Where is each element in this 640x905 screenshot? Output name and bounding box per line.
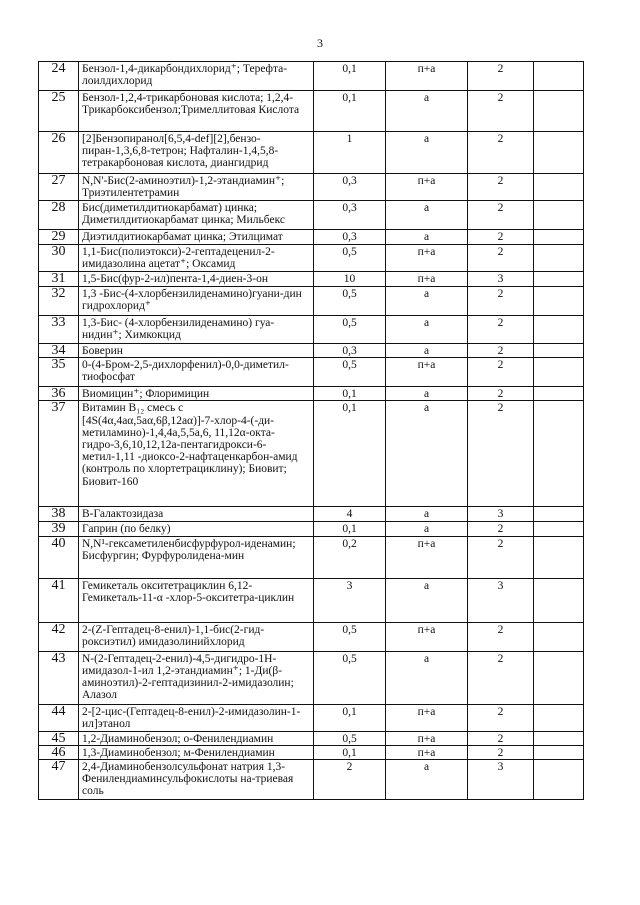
table-row	[39, 132, 584, 174]
concentration-value-cell: 0,5	[314, 316, 386, 344]
aggregate-state-cell: а	[386, 132, 468, 174]
aggregate-state-cell: а	[386, 287, 468, 316]
substance-name-cell: 1,3-Диаминобензол; м-Фенилендиамин	[79, 745, 314, 759]
row-number-cell: 28	[39, 201, 79, 230]
table-row	[39, 174, 584, 201]
empty-cell	[534, 622, 584, 651]
aggregate-state-cell: п+а	[386, 358, 468, 387]
substance-name-cell: Гаприн (по белку)	[79, 521, 314, 536]
substance-name-cell: N,N¹-гексаметиленбисфурфурол-иденамин; Бисфургин; Фурфуролидена-мин	[79, 536, 314, 578]
hazard-class-cell: 2	[468, 401, 534, 507]
row-number-cell: 46	[39, 745, 79, 759]
aggregate-state-cell: а	[386, 91, 468, 132]
concentration-value-cell: 0,1	[314, 91, 386, 132]
aggregate-state-cell: п+а	[386, 745, 468, 759]
concentration-value-cell: 3	[314, 578, 386, 622]
aggregate-state-cell: а	[386, 507, 468, 521]
empty-cell	[534, 578, 584, 622]
hazard-class-cell: 2	[468, 651, 534, 704]
table-row	[39, 272, 584, 287]
concentration-value-cell: 0,5	[314, 287, 386, 316]
empty-cell	[534, 316, 584, 344]
substance-name-cell: В-Галактозидаза	[79, 507, 314, 521]
substance-name-cell: [2]Бензопиранол[6,5,4-def][2],бензо-пиран-1,3,6,8-тетрон; Нафталин-1,4,5,8-тетракарбоновая кислота, диангидрид	[79, 132, 314, 174]
table-row	[39, 287, 584, 316]
hazard-class-cell: 2	[468, 387, 534, 401]
empty-cell	[534, 344, 584, 358]
row-number-cell: 44	[39, 704, 79, 731]
aggregate-state-cell: а	[386, 201, 468, 230]
empty-cell	[534, 521, 584, 536]
aggregate-state-cell: п+а	[386, 245, 468, 272]
hazard-class-cell: 2	[468, 521, 534, 536]
table-row	[39, 760, 584, 800]
row-number-cell: 39	[39, 521, 79, 536]
concentration-value-cell: 0,1	[314, 704, 386, 731]
row-number-cell: 31	[39, 272, 79, 287]
concentration-value-cell: 2	[314, 760, 386, 800]
substance-name-cell: 1,5-Бис(фур-2-ил)пента-1,4-диен-3-он	[79, 272, 314, 287]
table-row	[39, 316, 584, 344]
concentration-value-cell: 0,5	[314, 358, 386, 387]
page-number: 3	[317, 36, 323, 50]
concentration-value-cell: 0,1	[314, 62, 386, 91]
table-row	[39, 401, 584, 507]
empty-cell	[534, 401, 584, 507]
hazard-class-cell: 2	[468, 201, 534, 230]
empty-cell	[534, 507, 584, 521]
substance-name-cell: 2,4-Диаминобензолсульфонат натрия 1,3-Фенилендиаминсульфокислоты на-триевая соль	[79, 760, 314, 800]
substance-name-cell: 1,2-Диаминобензол; о-Фенилендиамин	[79, 731, 314, 745]
hazard-class-cell: 3	[468, 272, 534, 287]
row-number-cell: 25	[39, 91, 79, 132]
concentration-value-cell: 0,1	[314, 745, 386, 759]
row-number-cell: 32	[39, 287, 79, 316]
empty-cell	[534, 358, 584, 387]
table-body	[39, 62, 584, 800]
substance-name-cell: N-(2-Гептадец-2-енил)-4,5-дигидро-1Н-имидазол-1-ил 1,2-этандиамин⁺; 1-Ди(β-аминоэтил)-2-гептадизинил-2-имидазолин; Алазол	[79, 651, 314, 704]
substance-name-cell: 1,3 -Бис-(4-хлорбензилиденамино)гуани-дин гидрохлорид⁺	[79, 287, 314, 316]
row-number-cell: 42	[39, 622, 79, 651]
empty-cell	[534, 91, 584, 132]
aggregate-state-cell: п+а	[386, 731, 468, 745]
empty-cell	[534, 245, 584, 272]
empty-cell	[534, 132, 584, 174]
concentration-value-cell: 0,3	[314, 174, 386, 201]
row-number-cell: 40	[39, 536, 79, 578]
aggregate-state-cell: а	[386, 760, 468, 800]
empty-cell	[534, 272, 584, 287]
row-number-cell: 30	[39, 245, 79, 272]
concentration-value-cell: 0,3	[314, 344, 386, 358]
substance-name-cell: 2-[2-цис-(Гептадец-8-енил)-2-имидазолин-1-ил]этанол	[79, 704, 314, 731]
row-number-cell: 29	[39, 230, 79, 245]
row-number-cell: 34	[39, 344, 79, 358]
substance-name-cell: Виомицин⁺; Флоримицин	[79, 387, 314, 401]
aggregate-state-cell: п+а	[386, 536, 468, 578]
hazard-class-cell: 2	[468, 316, 534, 344]
table-row	[39, 745, 584, 759]
table-row	[39, 704, 584, 731]
hazard-class-cell: 3	[468, 760, 534, 800]
concentration-value-cell: 1	[314, 132, 386, 174]
row-number-cell: 38	[39, 507, 79, 521]
hazard-class-cell: 2	[468, 174, 534, 201]
hazard-class-cell: 2	[468, 731, 534, 745]
empty-cell	[534, 62, 584, 91]
table-row	[39, 358, 584, 387]
table-row	[39, 521, 584, 536]
empty-cell	[534, 760, 584, 800]
table-row	[39, 578, 584, 622]
hazard-class-cell: 3	[468, 507, 534, 521]
table-row	[39, 507, 584, 521]
concentration-value-cell: 0,3	[314, 230, 386, 245]
table-row	[39, 731, 584, 745]
aggregate-state-cell: а	[386, 387, 468, 401]
empty-cell	[534, 201, 584, 230]
aggregate-state-cell: п+а	[386, 174, 468, 201]
substance-name-cell: Диэтилдитиокарбамат цинка; Этилцимат	[79, 230, 314, 245]
row-number-cell: 47	[39, 760, 79, 800]
aggregate-state-cell: а	[386, 521, 468, 536]
aggregate-state-cell: а	[386, 230, 468, 245]
substances-table	[38, 61, 584, 800]
row-number-cell: 26	[39, 132, 79, 174]
concentration-value-cell: 0,5	[314, 731, 386, 745]
empty-cell	[534, 651, 584, 704]
substance-name-cell: 0-(4-Бром-2,5-дихлорфенил)-0,0-диметил-тиофосфат	[79, 358, 314, 387]
table-row	[39, 622, 584, 651]
row-number-cell: 27	[39, 174, 79, 201]
hazard-class-cell: 2	[468, 245, 534, 272]
empty-cell	[534, 745, 584, 759]
aggregate-state-cell: п+а	[386, 272, 468, 287]
hazard-class-cell: 2	[468, 287, 534, 316]
substance-name-cell: Бензол-1,2,4-трикарбоновая кислота; 1,2,4-Трикарбоксибензол;Тримеллитовая Кислота	[79, 91, 314, 132]
table-row	[39, 536, 584, 578]
concentration-value-cell: 0,3	[314, 201, 386, 230]
aggregate-state-cell: п+а	[386, 622, 468, 651]
row-number-cell: 36	[39, 387, 79, 401]
hazard-class-cell: 2	[468, 62, 534, 91]
concentration-value-cell: 0,5	[314, 245, 386, 272]
aggregate-state-cell: п+а	[386, 704, 468, 731]
concentration-value-cell: 0,5	[314, 622, 386, 651]
hazard-class-cell: 2	[468, 622, 534, 651]
row-number-cell: 45	[39, 731, 79, 745]
table-row	[39, 91, 584, 132]
substance-name-cell: Бис(диметилдитиокарбамат) цинка; Диметилдитиокарбамат цинка; Мильбекс	[79, 201, 314, 230]
concentration-value-cell: 0,1	[314, 387, 386, 401]
substance-name-cell: 1,1-Бис(полиэтокси)-2-гептадеценил-2-имидазолина ацетат⁺; Оксамид	[79, 245, 314, 272]
hazard-class-cell: 2	[468, 745, 534, 759]
row-number-cell: 24	[39, 62, 79, 91]
hazard-class-cell: 2	[468, 344, 534, 358]
concentration-value-cell: 0,2	[314, 536, 386, 578]
aggregate-state-cell: а	[386, 578, 468, 622]
aggregate-state-cell: п+а	[386, 62, 468, 91]
concentration-value-cell: 4	[314, 507, 386, 521]
substance-name-cell: 1,3-Бис- (4-хлорбензилиденамино) гуа-нидин⁺; Химкокцид	[79, 316, 314, 344]
substance-name-cell: Гемикеталь окситетрациклин 6,12-Гемикеталь-11-α -хлор-5-окситетра-циклин	[79, 578, 314, 622]
empty-cell	[534, 731, 584, 745]
substance-name-cell: Бензол-1,4-дикарбондихлорид⁺; Терефта-лоилдихлорид	[79, 62, 314, 91]
aggregate-state-cell: а	[386, 316, 468, 344]
concentration-value-cell: 0,1	[314, 401, 386, 507]
table-row	[39, 230, 584, 245]
concentration-value-cell: 0,1	[314, 521, 386, 536]
aggregate-state-cell: а	[386, 344, 468, 358]
row-number-cell: 37	[39, 401, 79, 507]
concentration-value-cell: 0,5	[314, 651, 386, 704]
table-row	[39, 245, 584, 272]
hazard-class-cell: 2	[468, 132, 534, 174]
aggregate-state-cell: а	[386, 401, 468, 507]
table-row	[39, 201, 584, 230]
hazard-class-cell: 3	[468, 578, 534, 622]
table-row	[39, 387, 584, 401]
substance-name-cell: 2-(Z-Гептадец-8-енил)-1,1-бис(2-гид-роксиэтил) имидазолинийхлорид	[79, 622, 314, 651]
row-number-cell: 33	[39, 316, 79, 344]
row-number-cell: 43	[39, 651, 79, 704]
table-row	[39, 62, 584, 91]
concentration-value-cell: 10	[314, 272, 386, 287]
hazard-class-cell: 2	[468, 91, 534, 132]
empty-cell	[534, 704, 584, 731]
table-row	[39, 344, 584, 358]
table-row	[39, 651, 584, 704]
hazard-class-cell: 2	[468, 536, 534, 578]
empty-cell	[534, 287, 584, 316]
hazard-class-cell: 2	[468, 358, 534, 387]
row-number-cell: 41	[39, 578, 79, 622]
hazard-class-cell: 2	[468, 230, 534, 245]
hazard-class-cell: 2	[468, 704, 534, 731]
empty-cell	[534, 230, 584, 245]
aggregate-state-cell: а	[386, 651, 468, 704]
row-number-cell: 35	[39, 358, 79, 387]
empty-cell	[534, 387, 584, 401]
empty-cell	[534, 174, 584, 201]
substance-name-cell: Витамин B₁₂ смесь с [4S(4α,4aα,5aα,6β,12aα)]-7-хлор-4-(-ди-метиламино)-1,4,4a,5,5a,6, 11,12α-окта-гидро-3,6,10,12,12a-пентагидрокси-6-метил-1,11 -диоксо-2-нафтаценкарбон-амид (контроль по хлортетрациклину); Биовит; Биовит-160	[79, 401, 314, 507]
substance-name-cell: N,N'-Бис(2-аминоэтил)-1,2-этандиамин⁺; Триэтилентетрамин	[79, 174, 314, 201]
empty-cell	[534, 536, 584, 578]
substance-name-cell: Боверин	[79, 344, 314, 358]
